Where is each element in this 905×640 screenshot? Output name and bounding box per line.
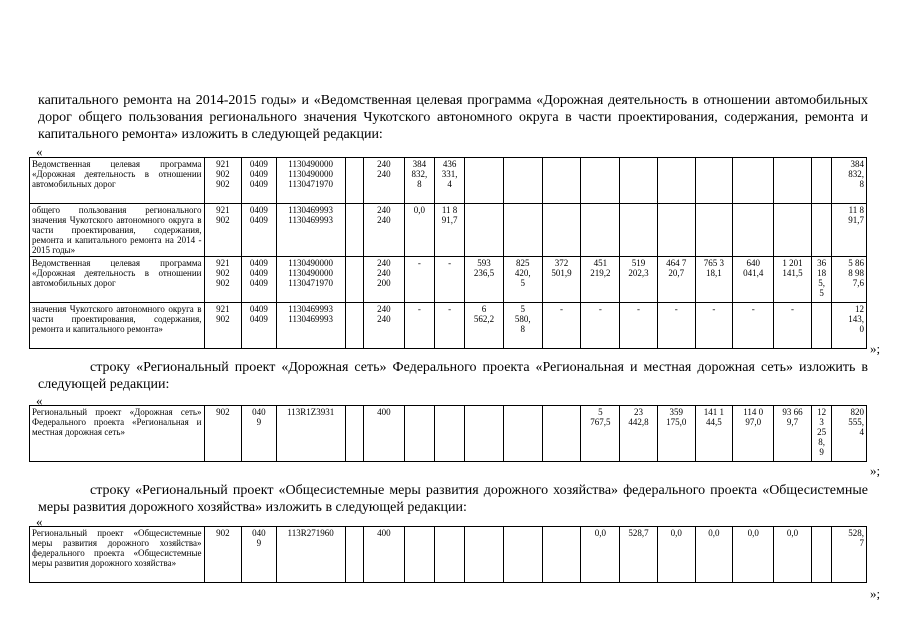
cell-c3 <box>465 406 504 462</box>
cell-c7: 519 202,3 <box>620 257 658 303</box>
cell-c10: 0,0 <box>733 527 774 583</box>
cell-c10: 640 041,4 <box>733 257 774 303</box>
cell-c3 <box>465 204 504 257</box>
cell-c13: 12 143, 0 <box>832 303 867 349</box>
cell-c9: - <box>695 303 733 349</box>
cell-grbs: 902 <box>204 527 242 583</box>
cell-csr: 1130490000 1130490000 1130471970 <box>276 257 345 303</box>
cell-name: Ведомственная целевая программа «Дорожная деятельность в отношении автомобильных дорог <box>30 158 205 204</box>
cell-c1: - <box>404 303 434 349</box>
cell-c13: 384 832, 8 <box>832 158 867 204</box>
cell-grbs: 902 <box>204 406 242 462</box>
cell-c3 <box>465 158 504 204</box>
cell-c6: 5 767,5 <box>581 406 620 462</box>
cell-c11: 0,0 <box>774 527 812 583</box>
cell-c10 <box>733 158 774 204</box>
cell-c2 <box>434 527 464 583</box>
quote-open-2: « <box>36 393 43 408</box>
cell-c13: 11 8 91,7 <box>832 204 867 257</box>
cell-c7 <box>620 204 658 257</box>
table-cell-empty <box>345 303 363 349</box>
cell-grbs: 921 902 902 <box>204 158 242 204</box>
cell-c3: 6 562,2 <box>465 303 504 349</box>
cell-rz: 0409 0409 <box>242 303 276 349</box>
system-measures-text: строку «Региональный проект «Общесистемные меры развития дорожного хозяйства» федерального проекта «Общесистемные меры развития дорожного хозяйства» изложить в следующей редакции: <box>38 483 868 515</box>
cell-grbs: 921 902 <box>204 303 242 349</box>
table-road-network <box>29 405 867 462</box>
cell-c7: 23 442,8 <box>620 406 658 462</box>
cell-c12: 12 3 25 8, 9 <box>811 406 831 462</box>
cell-c8: - <box>657 303 695 349</box>
cell-c6: 0,0 <box>581 527 620 583</box>
cell-name: Региональный проект «Дорожная сеть» Федерального проекта «Региональная и местная дорожная сеть» <box>30 406 205 462</box>
cell-vr: 240 240 <box>363 204 404 257</box>
table-row <box>30 303 867 349</box>
cell-c7: 528,7 <box>620 527 658 583</box>
cell-c5 <box>542 527 581 583</box>
table-system-measures <box>29 526 867 583</box>
cell-c7: - <box>620 303 658 349</box>
paragraph-road-network <box>38 359 868 393</box>
cell-c3 <box>465 527 504 583</box>
cell-c1: 384 832, 8 <box>404 158 434 204</box>
cell-c12 <box>811 158 831 204</box>
cell-c2: - <box>434 257 464 303</box>
intro-paragraph <box>38 92 868 143</box>
cell-c1: 0,0 <box>404 204 434 257</box>
cell-rz: 040 9 <box>242 406 276 462</box>
cell-c13: 820 555, 4 <box>832 406 867 462</box>
cell-c5: - <box>542 303 581 349</box>
cell-c9: 765 3 18,1 <box>695 257 733 303</box>
cell-csr: 113R271960 <box>276 527 345 583</box>
cell-c4: 5 580, 8 <box>503 303 542 349</box>
cell-c8: 0,0 <box>657 527 695 583</box>
cell-c9 <box>695 204 733 257</box>
cell-c9: 0,0 <box>695 527 733 583</box>
cell-c2 <box>434 406 464 462</box>
cell-vr: 240 240 <box>363 303 404 349</box>
table-row <box>30 527 867 583</box>
cell-c6 <box>581 158 620 204</box>
table-row <box>30 257 867 303</box>
cell-c11 <box>774 158 812 204</box>
cell-vr: 240 240 200 <box>363 257 404 303</box>
cell-c2: 11 8 91,7 <box>434 204 464 257</box>
cell-c3: 593 236,5 <box>465 257 504 303</box>
cell-c12: 36 18 5, 5 <box>811 257 831 303</box>
quote-close-1: »; <box>870 341 881 356</box>
cell-name: Региональный проект «Общесистемные меры развития дорожного хозяйства» федерального проекта «Общесистемные меры развития дорожного хозяйства» <box>30 527 205 583</box>
cell-c13: 5 86 8 98 7,6 <box>832 257 867 303</box>
cell-c6: - <box>581 303 620 349</box>
cell-csr: 1130469993 1130469993 <box>276 204 345 257</box>
table-cell-empty <box>345 257 363 303</box>
cell-c5 <box>542 204 581 257</box>
cell-c4 <box>503 158 542 204</box>
cell-c6 <box>581 204 620 257</box>
cell-c4 <box>503 527 542 583</box>
cell-c11 <box>774 204 812 257</box>
intro-text: капитального ремонта на 2014-2015 годы» и «Ведомственная целевая программа «Дорожная деятельность в отношении автомобильных дорог общего пользования регионального значения Чукотского автономного округа в части проектирования, содержания, ремонта и капитального ремонта» изложить в следующей редакции: <box>38 93 868 142</box>
quote-close-2: »; <box>870 463 881 478</box>
cell-name: Ведомственная целевая программа «Дорожная деятельность в отношении автомобильных дорог <box>30 257 205 303</box>
cell-c9: 141 1 44,5 <box>695 406 733 462</box>
cell-vr: 240 240 <box>363 158 404 204</box>
cell-c5 <box>542 406 581 462</box>
quote-open-3: « <box>36 514 43 529</box>
table-cell-empty <box>345 204 363 257</box>
table-row <box>30 204 867 257</box>
cell-c1: - <box>404 257 434 303</box>
cell-c4 <box>503 204 542 257</box>
cell-c11: 1 201 141,5 <box>774 257 812 303</box>
quote-close-3: »; <box>870 586 881 601</box>
cell-c11: - <box>774 303 812 349</box>
cell-c12 <box>811 204 831 257</box>
quote-open-1: « <box>36 144 43 159</box>
cell-name: общего пользования регионального значения Чукотского автономного округа в части проектирования, содержания, ремонта и капитального ремонта на 2014 - 2015 годы» <box>30 204 205 257</box>
cell-c9 <box>695 158 733 204</box>
cell-c11: 93 66 9,7 <box>774 406 812 462</box>
cell-csr: 1130490000 1130490000 1130471970 <box>276 158 345 204</box>
cell-vr: 400 <box>363 527 404 583</box>
cell-csr: 1130469993 1130469993 <box>276 303 345 349</box>
cell-c10 <box>733 204 774 257</box>
cell-c8: 359 175,0 <box>657 406 695 462</box>
cell-rz: 0409 0409 0409 <box>242 257 276 303</box>
cell-rz: 0409 0409 <box>242 204 276 257</box>
cell-c8: 464 7 20,7 <box>657 257 695 303</box>
cell-rz: 040 9 <box>242 527 276 583</box>
cell-grbs: 921 902 902 <box>204 257 242 303</box>
cell-c13: 528, 7 <box>832 527 867 583</box>
table-vcp <box>29 157 867 349</box>
table-cell-empty <box>345 527 363 583</box>
cell-c6: 451 219,2 <box>581 257 620 303</box>
cell-c12 <box>811 303 831 349</box>
cell-c4 <box>503 406 542 462</box>
table-row <box>30 406 867 462</box>
cell-c1 <box>404 406 434 462</box>
table-cell-empty <box>345 406 363 462</box>
cell-c8 <box>657 204 695 257</box>
cell-grbs: 921 902 <box>204 204 242 257</box>
cell-c7 <box>620 158 658 204</box>
cell-c2: 436 331, 4 <box>434 158 464 204</box>
cell-c12 <box>811 527 831 583</box>
cell-c2: - <box>434 303 464 349</box>
cell-name: значения Чукотского автономного округа в части проектирования, содержания, ремонта и капитального ремонта» <box>30 303 205 349</box>
cell-c8 <box>657 158 695 204</box>
cell-c1 <box>404 527 434 583</box>
cell-vr: 400 <box>363 406 404 462</box>
cell-c4: 825 420, 5 <box>503 257 542 303</box>
cell-c5: 372 501,9 <box>542 257 581 303</box>
cell-rz: 0409 0409 0409 <box>242 158 276 204</box>
cell-c10: - <box>733 303 774 349</box>
cell-c10: 114 0 97,0 <box>733 406 774 462</box>
road-network-text: строку «Региональный проект «Дорожная сеть» Федерального проекта «Региональная и местная дорожная сеть» изложить в следующей редакции: <box>38 360 868 392</box>
cell-csr: 113R1Z3931 <box>276 406 345 462</box>
cell-c5 <box>542 158 581 204</box>
table-cell-empty <box>345 158 363 204</box>
paragraph-system-measures <box>38 482 868 516</box>
table-row <box>30 158 867 204</box>
